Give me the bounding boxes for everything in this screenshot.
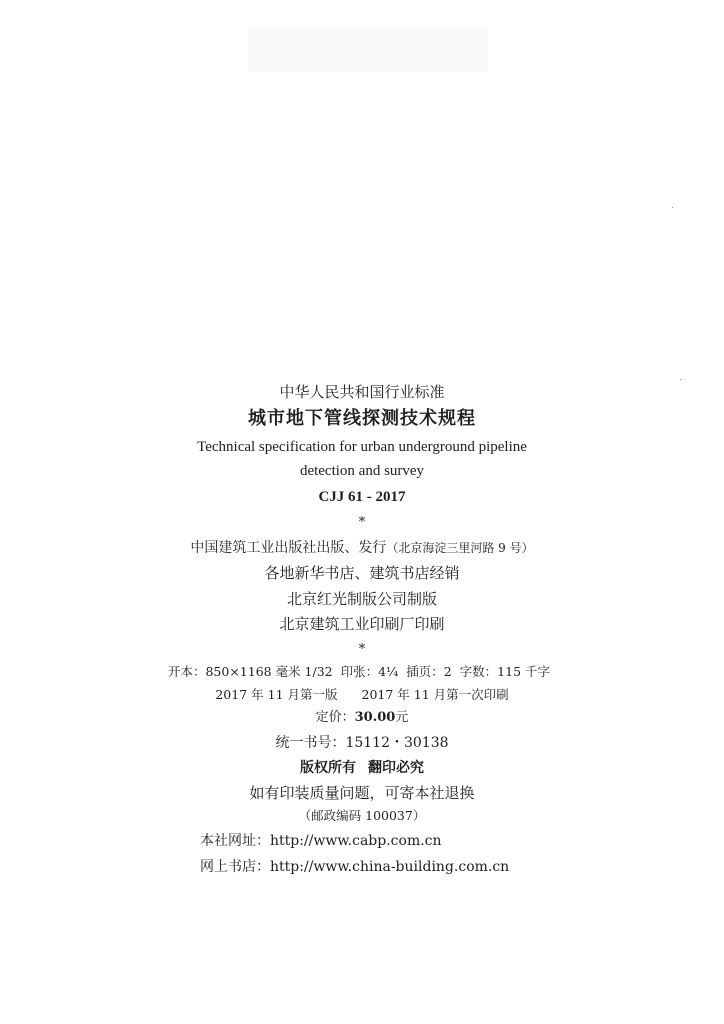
publisher-address: （北京海淀三里河路 9 号）	[386, 541, 534, 555]
publisher-line	[0, 541, 724, 555]
standard-type: 中华人民共和国行业标准	[279, 383, 445, 401]
book-number: 统一书号：15112・30138	[275, 735, 449, 751]
price-unit: 元	[395, 710, 409, 725]
distributor: 各地新华书店、建筑书店经销	[264, 564, 460, 582]
title-english-line1: Technical specification for urban underground pipeline	[197, 439, 527, 455]
first-edition: 2017 年 11 月第一版	[215, 687, 338, 702]
spec-words: 字数：115 千字	[459, 664, 551, 679]
platemaker: 北京红光制版公司制版	[286, 590, 437, 608]
title-chinese: 城市地下管线探测技术规程	[248, 408, 476, 429]
price-label: 定价：	[315, 710, 355, 725]
edition-info	[0, 689, 724, 702]
publisher: 中国建筑工业出版社出版、发行	[190, 540, 387, 556]
copyright-notice	[0, 761, 724, 775]
spec-sheets: 印张：4¼	[340, 664, 399, 679]
postcode: （邮政编码 100037）	[298, 808, 426, 823]
printer: 北京建筑工业印刷厂印刷	[279, 615, 445, 633]
rights-reserved: 版权所有	[300, 760, 356, 776]
spec-plates: 插页：2	[406, 664, 452, 679]
piracy-prohibited: 翻印必究	[368, 760, 424, 776]
scan-artifact	[248, 28, 488, 72]
quality-notice: 如有印装质量问题，可寄本社退换	[249, 784, 475, 802]
standard-code: CJJ 61 - 2017	[318, 489, 406, 505]
spec-format: 开本：850×1168 毫米 1/32	[167, 664, 333, 679]
separator-star: *	[358, 642, 366, 657]
title-english-line2: detection and survey	[299, 463, 425, 479]
price	[0, 711, 724, 724]
first-printing: 2017 年 11 月第一次印刷	[361, 687, 509, 702]
scan-speck	[672, 207, 673, 208]
separator-star: *	[358, 515, 366, 530]
bookstore-website[interactable]: 网上书店：http://www.china-building.com.cn	[200, 859, 510, 875]
publisher-website[interactable]: 本社网址：http://www.cabp.com.cn	[200, 833, 442, 849]
book-specs	[0, 666, 721, 679]
price-value: 30.00	[354, 710, 396, 725]
scan-speck	[680, 379, 681, 380]
